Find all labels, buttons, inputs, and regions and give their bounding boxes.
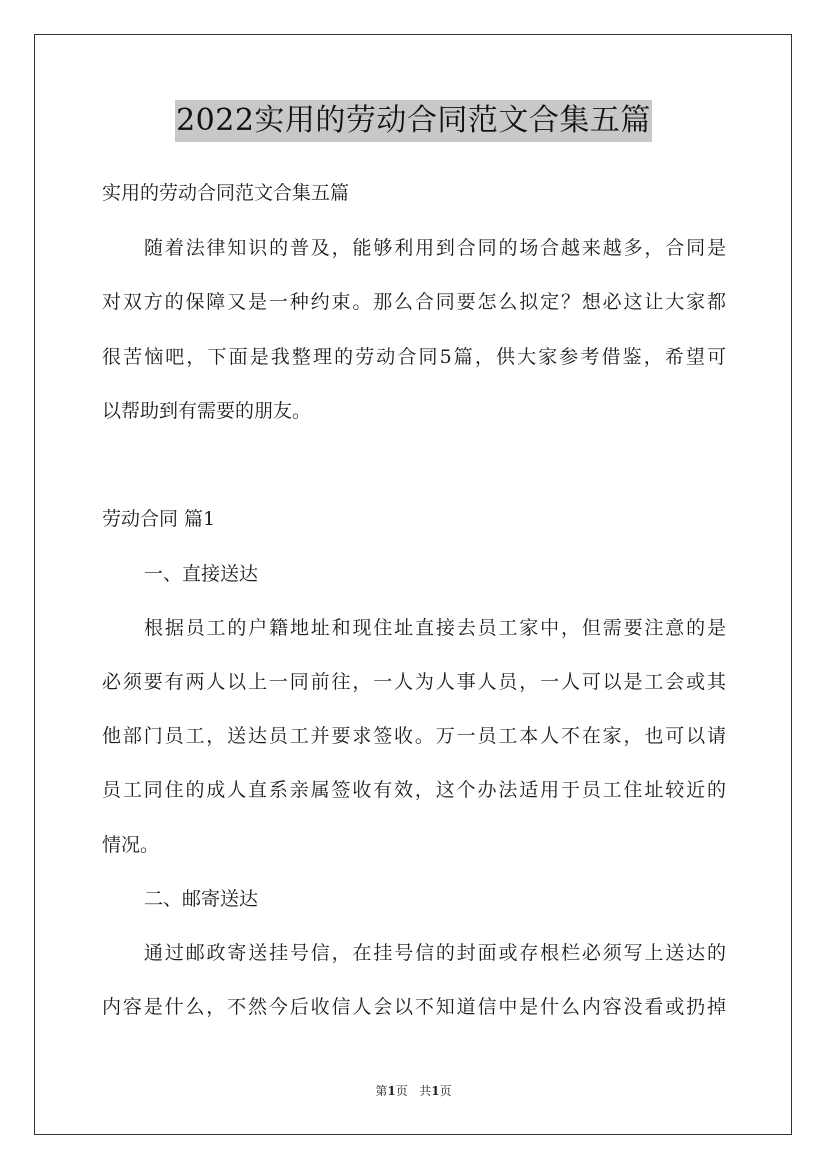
item1-line-3: 他部门员工，送达员工并要求签收。万一员工本人不在家，也可以请 (102, 725, 726, 747)
item2-heading: 二、邮寄送达 (144, 888, 259, 910)
footer-page-number: 1 (387, 1084, 396, 1098)
intro-line-3: 很苦恼吧，下面是我整理的劳动合同5篇，供大家参考借鉴，希望可 (102, 346, 726, 368)
footer-page-prefix: 第 (375, 1084, 388, 1098)
intro-line-4: 以帮助到有需要的朋友。 (102, 400, 312, 422)
footer-total-number: 1 (431, 1084, 440, 1098)
item2-line-1: 通过邮政寄送挂号信，在挂号信的封面或存根栏必须写上送达的 (144, 942, 726, 964)
footer-total-prefix: 共 (419, 1084, 432, 1098)
item1-line-2: 必须要有两人以上一同前往，一人为人事人员，一人可以是工会或其 (102, 671, 726, 693)
page-footer (0, 1083, 827, 1099)
item1-heading: 一、直接送达 (144, 563, 259, 585)
document-title: 2022实用的劳动合同范文合集五篇 (175, 100, 652, 142)
item1-line-5: 情况。 (102, 834, 160, 856)
section-heading: 劳动合同 篇1 (102, 508, 216, 530)
title-container (0, 100, 827, 142)
item2-line-2: 内容是什么，不然今后收信人会以不知道信中是什么内容没看或扔掉 (102, 996, 726, 1018)
footer-page-suffix: 页 (395, 1084, 408, 1098)
subtitle: 实用的劳动合同范文合集五篇 (102, 182, 350, 204)
item1-line-1: 根据员工的户籍地址和现住址直接去员工家中，但需要注意的是 (144, 617, 726, 639)
footer-total-suffix: 页 (439, 1084, 452, 1098)
intro-line-1: 随着法律知识的普及，能够利用到合同的场合越来越多，合同是 (144, 237, 726, 259)
intro-line-2: 对双方的保障又是一种约束。那么合同要怎么拟定？想必这让大家都 (102, 291, 726, 313)
item1-line-4: 员工同住的成人直系亲属签收有效，这个办法适用于员工住址较近的 (102, 779, 726, 801)
